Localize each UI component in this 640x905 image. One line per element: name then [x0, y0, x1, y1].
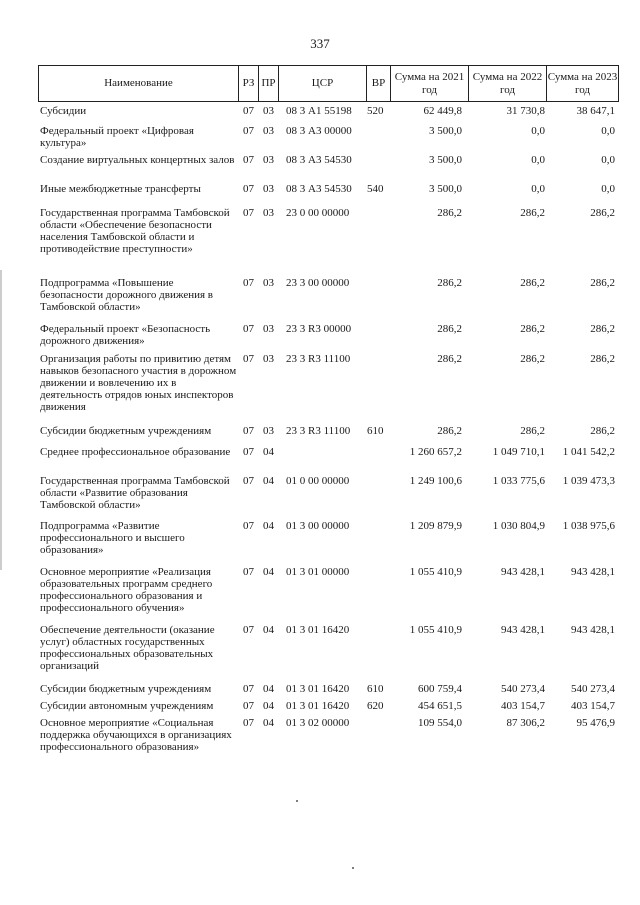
cell-rz: 07 [243, 323, 254, 335]
cell-s3: 286,2 [590, 353, 615, 365]
cell-name: Подпрограмма «Повышение безопасности дорожного движения в Тамбовской области» [40, 277, 213, 313]
header-vr: ВР [367, 66, 391, 102]
cell-pr: 03 [263, 125, 274, 137]
cell-name: Основное мероприятие «Реализация образовательных программ среднего профессионального образования и профессионального обучения» [40, 566, 213, 614]
cell-rz: 07 [243, 717, 254, 729]
cell-pr: 04 [263, 520, 274, 532]
cell-s1: 3 500,0 [429, 154, 462, 166]
cell-rz: 07 [243, 154, 254, 166]
cell-pr: 03 [263, 183, 274, 195]
cell-s2: 1 030 804,9 [492, 520, 545, 532]
cell-s1: 286,2 [437, 277, 462, 289]
cell-name: Федеральный проект «Безопасность дорожного движения» [40, 323, 211, 347]
cell-s1: 1 055 410,9 [409, 624, 462, 636]
cell-rz: 07 [243, 683, 254, 695]
cell-csr: 01 3 01 16420 [286, 700, 350, 712]
cell-rz: 07 [243, 125, 254, 137]
cell-name: Субсидии [40, 105, 87, 117]
cell-csr: 01 3 00 00000 [286, 520, 350, 532]
cell-s2: 286,2 [520, 207, 545, 219]
cell-s3: 0,0 [601, 125, 615, 137]
cell-s1: 1 055 410,9 [409, 566, 462, 578]
cell-pr: 03 [263, 277, 274, 289]
cell-csr: 08 3 А3 00000 [286, 125, 352, 137]
cell-s1: 286,2 [437, 207, 462, 219]
cell-s1: 62 449,8 [423, 105, 462, 117]
cell-s1: 454 651,5 [418, 700, 462, 712]
cell-pr: 03 [263, 154, 274, 166]
cell-name: Создание виртуальных концертных залов [40, 154, 235, 166]
cell-csr: 08 3 А3 54530 [286, 183, 352, 195]
cell-csr: 01 3 01 16420 [286, 624, 350, 636]
cell-name: Организация работы по привитию детям навыков безопасного участия в дорожном движении и вовлечению их в деятельность отрядов юных инспекторов движения [40, 353, 237, 413]
cell-name: Среднее профессиональное образование [40, 446, 231, 458]
cell-name: Обеспечение деятельности (оказание услуг) областных государственных профессиональных образовательных организаций [40, 624, 215, 672]
cell-s2: 286,2 [520, 277, 545, 289]
cell-pr: 03 [263, 425, 274, 437]
cell-s3: 943 428,1 [571, 624, 615, 636]
cell-s3: 0,0 [601, 154, 615, 166]
cell-vr: 610 [367, 683, 384, 695]
cell-rz: 07 [243, 475, 254, 487]
cell-s3: 1 039 473,3 [562, 475, 615, 487]
cell-s1: 1 209 879,9 [409, 520, 462, 532]
cell-s2: 0,0 [531, 154, 545, 166]
cell-name: Субсидии бюджетным учреждениям [40, 683, 212, 695]
cell-s1: 3 500,0 [429, 183, 462, 195]
cell-name: Основное мероприятие «Социальная поддержка обучающихся в организациях профессионального образования» [40, 717, 232, 753]
cell-s1: 286,2 [437, 353, 462, 365]
cell-rz: 07 [243, 520, 254, 532]
cell-name: Федеральный проект «Цифровая культура» [40, 125, 194, 149]
cell-s2: 943 428,1 [501, 566, 545, 578]
scan-edge-shadow [0, 270, 2, 570]
cell-csr: 01 3 02 00000 [286, 717, 350, 729]
cell-pr: 03 [263, 353, 274, 365]
cell-s3: 0,0 [601, 183, 615, 195]
cell-rz: 07 [243, 105, 254, 117]
cell-s2: 87 306,2 [506, 717, 545, 729]
cell-vr: 610 [367, 425, 384, 437]
header-name: Наименование [39, 66, 239, 102]
cell-s2: 540 273,4 [501, 683, 545, 695]
cell-pr: 03 [263, 105, 274, 117]
cell-rz: 07 [243, 207, 254, 219]
cell-vr: 540 [367, 183, 384, 195]
cell-pr: 04 [263, 566, 274, 578]
cell-pr: 04 [263, 446, 274, 458]
cell-s3: 286,2 [590, 277, 615, 289]
cell-s3: 1 038 975,6 [562, 520, 615, 532]
header-pr: ПР [259, 66, 279, 102]
header-sum-2023: Сумма на 2023 год [547, 66, 619, 102]
page-number: 337 [310, 36, 330, 51]
cell-rz: 07 [243, 277, 254, 289]
cell-s2: 943 428,1 [501, 624, 545, 636]
cell-pr: 04 [263, 717, 274, 729]
cell-rz: 07 [243, 624, 254, 636]
cell-pr: 04 [263, 683, 274, 695]
cell-s2: 403 154,7 [501, 700, 545, 712]
cell-csr: 23 3 R3 11100 [286, 425, 351, 437]
cell-name: Государственная программа Тамбовской области «Обеспечение безопасности населения Тамбовской области и противодействие преступности» [40, 207, 230, 255]
cell-csr: 23 3 R3 11100 [286, 353, 351, 365]
cell-rz: 07 [243, 700, 254, 712]
cell-s1: 286,2 [437, 323, 462, 335]
header-rz: РЗ [239, 66, 259, 102]
cell-rz: 07 [243, 425, 254, 437]
cell-s3: 943 428,1 [571, 566, 615, 578]
cell-s3: 1 041 542,2 [562, 446, 615, 458]
cell-s1: 3 500,0 [429, 125, 462, 137]
cell-rz: 07 [243, 183, 254, 195]
scan-speck [352, 867, 354, 869]
cell-csr: 23 3 00 00000 [286, 277, 350, 289]
cell-name: Субсидии автономным учреждениям [40, 700, 214, 712]
cell-pr: 04 [263, 624, 274, 636]
header-sum-2022: Сумма на 2022 год [469, 66, 547, 102]
cell-csr: 08 3 А1 55198 [286, 105, 352, 117]
cell-s2: 286,2 [520, 353, 545, 365]
cell-s3: 286,2 [590, 323, 615, 335]
cell-name: Подпрограмма «Развитие профессионального и высшего образования» [40, 520, 185, 556]
cell-vr: 620 [367, 700, 384, 712]
cell-pr: 03 [263, 207, 274, 219]
cell-s1: 109 554,0 [418, 717, 462, 729]
cell-s3: 286,2 [590, 207, 615, 219]
cell-s2: 286,2 [520, 425, 545, 437]
cell-s2: 31 730,8 [506, 105, 545, 117]
header-sum-2021: Сумма на 2021 год [391, 66, 469, 102]
cell-name: Иные межбюджетные трансферты [40, 183, 201, 195]
cell-csr: 01 0 00 00000 [286, 475, 350, 487]
cell-s1: 1 260 657,2 [409, 446, 462, 458]
cell-s2: 0,0 [531, 125, 545, 137]
cell-pr: 04 [263, 475, 274, 487]
cell-s3: 95 476,9 [576, 717, 615, 729]
cell-csr: 23 0 00 00000 [286, 207, 350, 219]
cell-s1: 1 249 100,6 [409, 475, 462, 487]
cell-name: Государственная программа Тамбовской области «Развитие образования Тамбовской области» [40, 475, 230, 511]
table-header [38, 65, 619, 102]
cell-s3: 540 273,4 [571, 683, 615, 695]
cell-csr: 01 3 01 00000 [286, 566, 350, 578]
cell-csr: 23 3 R3 00000 [286, 323, 352, 335]
cell-csr: 08 3 А3 54530 [286, 154, 352, 166]
cell-s2: 1 049 710,1 [492, 446, 545, 458]
cell-s3: 403 154,7 [571, 700, 615, 712]
cell-pr: 04 [263, 700, 274, 712]
cell-rz: 07 [243, 566, 254, 578]
cell-s2: 286,2 [520, 323, 545, 335]
cell-s2: 1 033 775,6 [492, 475, 545, 487]
cell-s1: 600 759,4 [418, 683, 462, 695]
cell-vr: 520 [367, 105, 384, 117]
cell-rz: 07 [243, 353, 254, 365]
cell-pr: 03 [263, 323, 274, 335]
scan-speck [296, 800, 298, 802]
cell-s3: 286,2 [590, 425, 615, 437]
cell-csr: 01 3 01 16420 [286, 683, 350, 695]
cell-s1: 286,2 [437, 425, 462, 437]
cell-s2: 0,0 [531, 183, 545, 195]
cell-s3: 38 647,1 [576, 105, 615, 117]
cell-name: Субсидии бюджетным учреждениям [40, 425, 212, 437]
header-csr: ЦСР [279, 66, 367, 102]
cell-rz: 07 [243, 446, 254, 458]
